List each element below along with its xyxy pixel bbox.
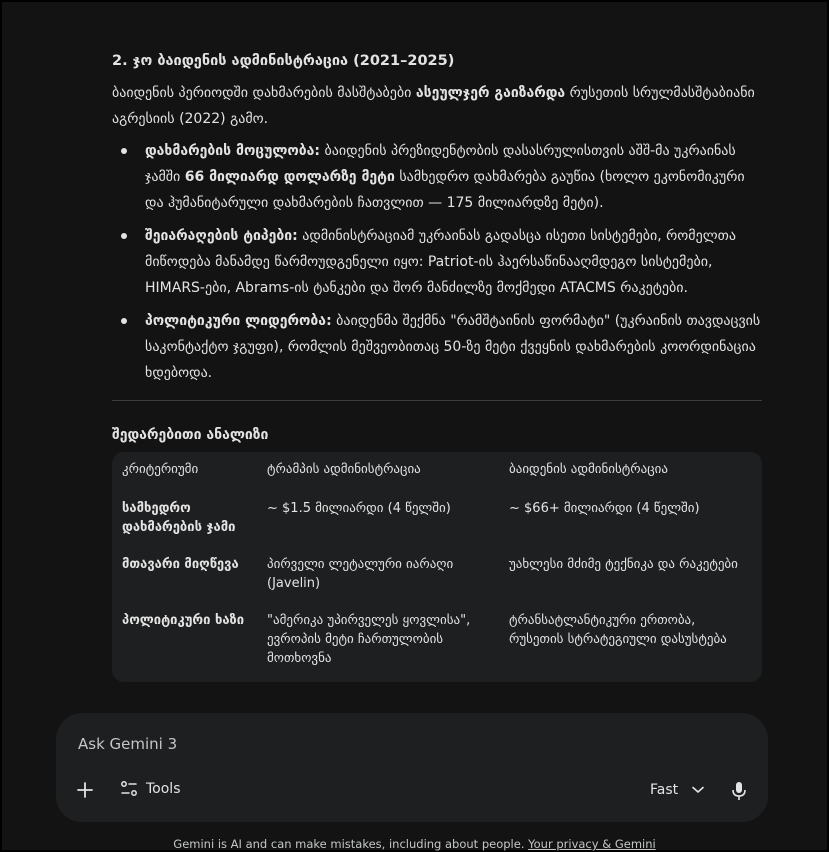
analysis-title: შედარებითი ანალიზი: [112, 427, 269, 443]
table-cell: მთავარი მიღწევა: [122, 557, 239, 572]
intro-text-end: რუსეთის სრულმასშტაბიანი აგრესიის (2022) გამო.: [112, 85, 755, 127]
list-item: [112, 308, 762, 386]
table-cell: ტრანსატლანტიკური ერთობა, რუსეთის სტრატეგიული დასუსტება: [509, 613, 727, 647]
mode-label: Fast: [650, 782, 679, 798]
table-header: ტრამპის ადმინისტრაცია: [267, 462, 421, 477]
intro-paragraph: [112, 80, 762, 132]
table-cell: ~ $1.5 მილიარდი (4 წელში): [267, 501, 451, 516]
table-cell: პოლიტიკური ხაზი: [122, 613, 245, 628]
chevron-down-icon: [692, 786, 704, 794]
bullet-text: ბაიდენის პრეზიდენტობის დასასრულისთვის აშშ-მა უკრაინას ჯამში: [145, 143, 736, 185]
tools-label: Tools: [146, 781, 181, 797]
list-item: [112, 138, 762, 216]
table-cell: ~ $66+ მილიარდი (4 წელში): [509, 501, 700, 516]
microphone-icon[interactable]: [730, 781, 748, 801]
table-cell: სამხედრო დახმარების ჯამი: [122, 501, 236, 535]
table-header: ბაიდენის ადმინისტრაცია: [509, 462, 669, 477]
bullet-label: შეიარაღების ტიპები:: [145, 228, 298, 244]
table-header-row: [112, 452, 762, 490]
bullet-label: პოლიტიკური ლიდერობა:: [145, 313, 332, 329]
bullet-text: ადმინისტრაციამ უკრაინას გადასცა ისეთი სისტემები, რომელთა მიწოდება მანამდე წარმოუდგენელი იყო: Patriot-ის ჰაერსაწინააღმდეგო სისტემები, HIMARS-ები, Abrams-ის ტანკები და შორ მანძილზე მოქმედი ATACMS რაკეტები.: [145, 228, 736, 296]
privacy-link[interactable]: Your privacy & Gemini: [528, 837, 656, 851]
comparison-table: [112, 452, 762, 682]
disclaimer-footer: [2, 837, 827, 851]
disclaimer-text: Gemini is AI and can make mistakes, including about people.: [173, 837, 529, 851]
bullet-text-end: სამხედრო დახმარება გაუწია (ხოლო ეკონომიკური და ჰუმანიტარული დახმარების ჩათვლით — 175 მილიარდზე მეტი).: [145, 169, 745, 211]
table-row: [112, 546, 762, 602]
table-cell: "ამერიკა უპირველეს ყოვლისა", ევროპის მეტი ჩართულობის მოთხოვნა: [267, 613, 471, 666]
prompt-input[interactable]: Ask Gemini 3: [78, 735, 178, 753]
list-item: [112, 223, 762, 301]
tools-button[interactable]: [120, 780, 181, 798]
add-icon[interactable]: [74, 779, 96, 801]
table-header: კრიტერიუმი: [122, 462, 199, 477]
intro-text: ბაიდენის პერიოდში დახმარების მასშტაბები: [112, 85, 416, 101]
mode-selector[interactable]: [650, 782, 704, 798]
table-cell: პირველი ლეტალური იარაღი (Javelin): [267, 557, 454, 591]
bullet-label: დახმარების მოცულობა:: [145, 143, 321, 159]
bullet-text: ბაიდენმა შექმნა "რამშტაინის ფორმატი" (უკრაინის თავდაცვის საკონტაქტო ჯგუფი), რომლის მეშვეობითაც 50-ზე მეტი ქვეყნის დახმარების კოორდინაცია ხდებოდა.: [145, 313, 761, 381]
prompt-input-box[interactable]: [56, 713, 768, 822]
intro-bold: ასეულჯერ გაიზარდა: [415, 85, 566, 101]
response-content: [112, 50, 762, 682]
table-row: [112, 602, 762, 677]
section-title: 2. ჯო ბაიდენის ადმინისტრაცია (2021–2025): [112, 53, 455, 69]
table-cell: უახლესი მძიმე ტექნიკა და რაკეტები: [509, 557, 738, 572]
table-row: [112, 490, 762, 546]
divider: [112, 400, 762, 401]
tools-icon: [120, 780, 138, 798]
bullet-bold: 66 მილიარდ დოლარზე მეტი: [184, 169, 395, 185]
bullet-list: [112, 138, 762, 386]
